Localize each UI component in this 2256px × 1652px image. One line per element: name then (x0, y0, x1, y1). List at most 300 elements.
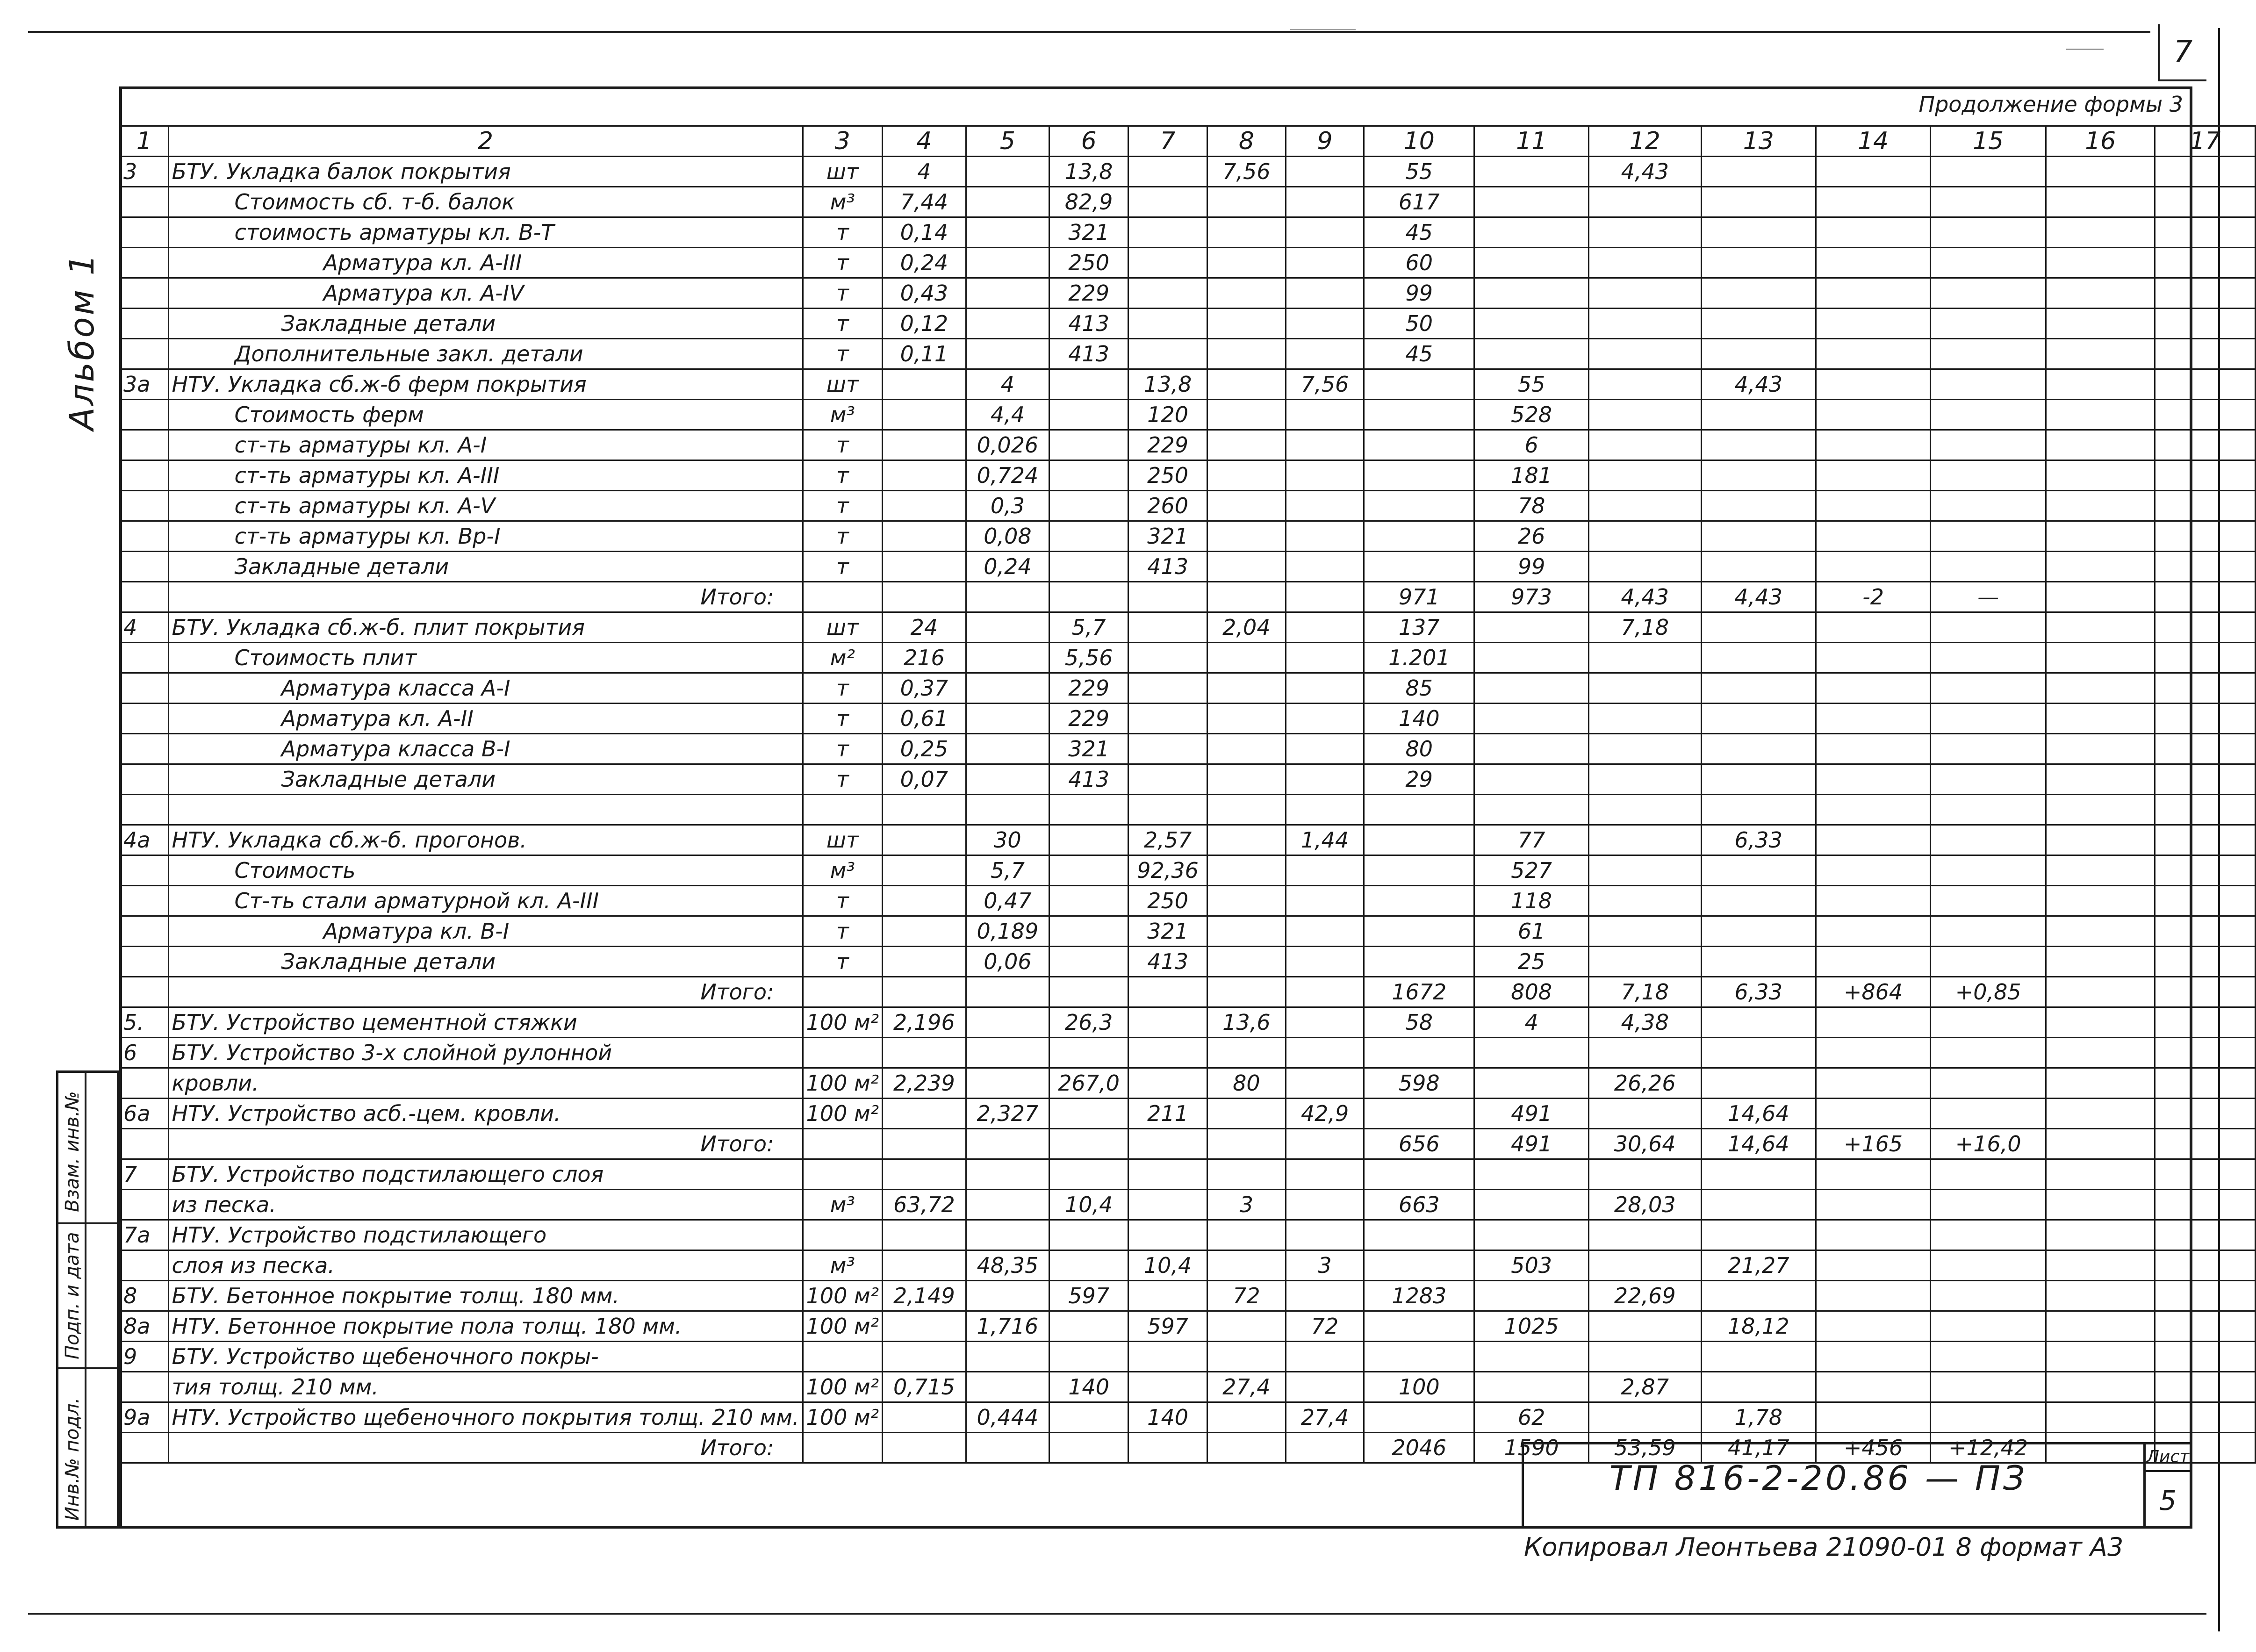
value-cell (1049, 977, 1128, 1007)
value-cell (2046, 1159, 2155, 1190)
work-description: Стоимость плит (168, 643, 803, 673)
value-cell: м³ (803, 1190, 883, 1220)
sheet-top-border (28, 31, 2150, 33)
value-cell (1286, 157, 1364, 187)
value-cell: 41,17 (1701, 1433, 1816, 1463)
value-cell (803, 1433, 883, 1463)
value-cell: 0,11 (883, 339, 966, 369)
value-cell (2155, 521, 2256, 552)
value-cell (1207, 521, 1286, 552)
value-cell: 5,7 (966, 855, 1049, 886)
value-cell (883, 1038, 966, 1068)
value-cell: 26,3 (1049, 1007, 1128, 1038)
value-cell (2046, 582, 2155, 612)
value-cell (1049, 1220, 1128, 1250)
table-row (120, 309, 2256, 339)
value-cell (2155, 673, 2256, 704)
value-cell (966, 704, 1049, 734)
table-row (120, 1099, 2256, 1129)
work-description: Арматура класса А-I (168, 673, 803, 704)
value-cell: +16,0 (1931, 1129, 2046, 1159)
value-cell: 58 (1364, 1007, 1474, 1038)
value-cell: 26,26 (1588, 1068, 1701, 1099)
value-cell: 100 м² (803, 1099, 883, 1129)
value-cell: 973 (1474, 582, 1589, 612)
value-cell: 5,7 (1049, 612, 1128, 643)
value-cell (1207, 977, 1286, 1007)
value-cell: 45 (1364, 217, 1474, 248)
table-row (120, 1007, 2256, 1038)
value-cell (1474, 1190, 1589, 1220)
value-cell (803, 1129, 883, 1159)
value-cell: 7,56 (1207, 157, 1286, 187)
value-cell (1049, 491, 1128, 521)
value-cell (1816, 1250, 1930, 1281)
value-cell: 0,189 (966, 916, 1049, 947)
value-cell (1128, 1342, 1207, 1372)
value-cell (1816, 886, 1930, 916)
value-cell (1588, 309, 1701, 339)
value-cell: т (803, 217, 883, 248)
value-cell (966, 734, 1049, 764)
value-cell: 229 (1049, 673, 1128, 704)
value-cell (1816, 552, 1930, 582)
value-cell: 0,24 (883, 248, 966, 278)
value-cell (1364, 1250, 1474, 1281)
value-cell: 50 (1364, 309, 1474, 339)
value-cell (1286, 521, 1364, 552)
value-cell (1816, 855, 1930, 886)
work-description: Итого: (168, 977, 803, 1007)
row-number: 8 (120, 1281, 169, 1311)
value-cell (1474, 339, 1589, 369)
value-cell (1816, 1402, 1930, 1433)
value-cell (1286, 916, 1364, 947)
value-cell (1931, 825, 2046, 855)
table-row (120, 734, 2256, 764)
value-cell (966, 764, 1049, 795)
value-cell (1701, 947, 1816, 977)
value-cell (1701, 157, 1816, 187)
value-cell (1701, 1281, 1816, 1311)
work-description: Стоимость сб. т-б. балок (168, 187, 803, 217)
value-cell (1701, 430, 1816, 460)
value-cell (1049, 460, 1128, 491)
value-cell (1588, 1159, 1701, 1190)
value-cell: 663 (1364, 1190, 1474, 1220)
value-cell: 0,08 (966, 521, 1049, 552)
value-cell (1474, 704, 1589, 734)
value-cell (2155, 886, 2256, 916)
value-cell (1207, 491, 1286, 521)
value-cell (2046, 552, 2155, 582)
work-description: ст-ть арматуры кл. А-I (168, 430, 803, 460)
estimate-table (119, 125, 2256, 1464)
value-cell: 3 (1286, 1250, 1364, 1281)
value-cell (966, 612, 1049, 643)
value-cell (1128, 764, 1207, 795)
value-cell (2046, 309, 2155, 339)
value-cell (1701, 400, 1816, 430)
table-row (120, 673, 2256, 704)
value-cell: 2,239 (883, 1068, 966, 1099)
value-cell: 2,149 (883, 1281, 966, 1311)
value-cell (1286, 1038, 1364, 1068)
value-cell: 1,78 (1701, 1402, 1816, 1433)
value-cell (1931, 552, 2046, 582)
value-cell (1128, 309, 1207, 339)
value-cell: 2,57 (1128, 825, 1207, 855)
table-row (120, 217, 2256, 248)
value-cell (2155, 855, 2256, 886)
value-cell (1474, 673, 1589, 704)
value-cell: 48,35 (966, 1250, 1049, 1281)
value-cell (1931, 521, 2046, 552)
value-cell (1286, 643, 1364, 673)
value-cell (2046, 278, 2155, 309)
value-cell (1931, 1311, 2046, 1342)
value-cell: 0,07 (883, 764, 966, 795)
value-cell: 1,716 (966, 1311, 1049, 1342)
value-cell (1286, 886, 1364, 916)
row-number (120, 187, 169, 217)
value-cell: 6,33 (1701, 825, 1816, 855)
value-cell (2155, 612, 2256, 643)
value-cell (883, 1220, 966, 1250)
row-number (120, 643, 169, 673)
work-description: НТУ. Устройство подстилающего (168, 1220, 803, 1250)
work-description: НТУ. Укладка сб.ж-б. прогонов. (168, 825, 803, 855)
value-cell: 100 м² (803, 1281, 883, 1311)
value-cell (1588, 1342, 1701, 1372)
value-cell (966, 1281, 1049, 1311)
value-cell: 80 (1364, 734, 1474, 764)
work-description: слоя из песка. (168, 1250, 803, 1281)
value-cell (1816, 704, 1930, 734)
value-cell: 250 (1128, 460, 1207, 491)
value-cell (966, 1129, 1049, 1159)
value-cell (1931, 673, 2046, 704)
header-cell: 8 (1207, 126, 1286, 157)
value-cell (1049, 1129, 1128, 1159)
value-cell: 211 (1128, 1099, 1207, 1129)
value-cell (883, 947, 966, 977)
value-cell (1207, 460, 1286, 491)
value-cell (1701, 1038, 1816, 1068)
row-number: 4а (120, 825, 169, 855)
value-cell: 118 (1474, 886, 1589, 916)
value-cell (2155, 217, 2256, 248)
work-description: БТУ. Устройство 3-х слойной рулонной (168, 1038, 803, 1068)
value-cell: 413 (1049, 764, 1128, 795)
value-cell (1286, 217, 1364, 248)
value-cell (1286, 460, 1364, 491)
value-cell (1701, 673, 1816, 704)
value-cell (1207, 704, 1286, 734)
value-cell (1207, 825, 1286, 855)
value-cell (1701, 643, 1816, 673)
value-cell (2155, 582, 2256, 612)
value-cell: 4,4 (966, 400, 1049, 430)
value-cell (1474, 187, 1589, 217)
value-cell: 62 (1474, 1402, 1589, 1433)
value-cell (1816, 673, 1930, 704)
row-number (120, 278, 169, 309)
value-cell (1049, 1433, 1128, 1463)
value-cell (1931, 309, 2046, 339)
value-cell (2155, 1038, 2256, 1068)
value-cell (1816, 309, 1930, 339)
value-cell (1588, 1311, 1701, 1342)
value-cell: м³ (803, 187, 883, 217)
value-cell (2046, 248, 2155, 278)
value-cell (1588, 491, 1701, 521)
value-cell (1701, 886, 1816, 916)
value-cell (1474, 278, 1589, 309)
header-cell: 7 (1128, 126, 1207, 157)
value-cell (1128, 704, 1207, 734)
value-cell: шт (803, 157, 883, 187)
value-cell (2155, 339, 2256, 369)
value-cell (2155, 309, 2256, 339)
value-cell (1931, 1190, 2046, 1220)
value-cell (1701, 248, 1816, 278)
table-row (120, 157, 2256, 187)
row-number: 9а (120, 1402, 169, 1433)
value-cell (2155, 1402, 2256, 1433)
value-cell (1816, 1190, 1930, 1220)
value-cell: т (803, 947, 883, 977)
value-cell (2155, 1159, 2256, 1190)
value-cell: шт (803, 369, 883, 400)
value-cell: 72 (1286, 1311, 1364, 1342)
sheet-number: 5 (2159, 1485, 2177, 1516)
value-cell (803, 1220, 883, 1250)
value-cell (1286, 187, 1364, 217)
value-cell (2155, 1068, 2256, 1099)
value-cell: 0,06 (966, 947, 1049, 977)
value-cell (1701, 1068, 1816, 1099)
value-cell (2046, 521, 2155, 552)
value-cell (2046, 795, 2155, 825)
table-row (120, 552, 2256, 582)
table-row (120, 1068, 2256, 1099)
scan-mark (1290, 29, 1356, 30)
value-cell: 181 (1474, 460, 1589, 491)
work-description: Закладные детали (168, 309, 803, 339)
row-number (120, 400, 169, 430)
value-cell: 1025 (1474, 1311, 1589, 1342)
table-row (120, 1311, 2256, 1342)
value-cell (883, 886, 966, 916)
value-cell (966, 339, 1049, 369)
value-cell (1474, 217, 1589, 248)
table-row (120, 825, 2256, 855)
table-row (120, 1342, 2256, 1372)
value-cell: 4,43 (1588, 157, 1701, 187)
value-cell (1588, 704, 1701, 734)
value-cell (966, 1068, 1049, 1099)
row-number: 6 (120, 1038, 169, 1068)
value-cell: 0,444 (966, 1402, 1049, 1433)
value-cell (2046, 1281, 2155, 1311)
table-row (120, 278, 2256, 309)
value-cell: 4,43 (1701, 582, 1816, 612)
value-cell (2046, 157, 2155, 187)
value-cell (1049, 1311, 1128, 1342)
value-cell (966, 582, 1049, 612)
value-cell: 0,026 (966, 430, 1049, 460)
value-cell: 63,72 (883, 1190, 966, 1220)
table-row (120, 1402, 2256, 1433)
value-cell (2155, 734, 2256, 764)
row-number: 9 (120, 1342, 169, 1372)
value-cell (1931, 734, 2046, 764)
value-cell: 22,69 (1588, 1281, 1701, 1311)
value-cell (2046, 187, 2155, 217)
value-cell (1128, 248, 1207, 278)
value-cell: 321 (1128, 916, 1207, 947)
value-cell (966, 795, 1049, 825)
value-cell (1816, 157, 1930, 187)
value-cell: 82,9 (1049, 187, 1128, 217)
value-cell (1931, 1281, 2046, 1311)
value-cell: т (803, 673, 883, 704)
value-cell (1286, 1281, 1364, 1311)
value-cell (2046, 430, 2155, 460)
value-cell (1286, 1342, 1364, 1372)
value-cell (1207, 643, 1286, 673)
value-cell (2155, 1342, 2256, 1372)
stamp-vzam-inv: Взам. инв.№ (62, 1091, 83, 1212)
value-cell: 100 м² (803, 1372, 883, 1402)
copy-footer: Копировал Леонтьева 21090-01 8 формат А3 (1524, 1532, 2124, 1562)
value-cell (2046, 1372, 2155, 1402)
value-cell (1931, 248, 2046, 278)
value-cell (1588, 764, 1701, 795)
value-cell (1128, 673, 1207, 704)
value-cell (1474, 157, 1589, 187)
table-row (120, 521, 2256, 552)
value-cell (1049, 916, 1128, 947)
value-cell: т (803, 886, 883, 916)
value-cell (2046, 643, 2155, 673)
value-cell: 6,33 (1701, 977, 1816, 1007)
value-cell (966, 1190, 1049, 1220)
value-cell: 216 (883, 643, 966, 673)
value-cell (1128, 187, 1207, 217)
value-cell (1207, 187, 1286, 217)
value-cell (1286, 309, 1364, 339)
value-cell (1474, 1159, 1589, 1190)
value-cell (883, 795, 966, 825)
value-cell (1816, 278, 1930, 309)
table-row (120, 1129, 2256, 1159)
value-cell (1049, 825, 1128, 855)
value-cell (1207, 1402, 1286, 1433)
value-cell (1816, 248, 1930, 278)
value-cell: 503 (1474, 1250, 1589, 1281)
value-cell (2046, 1038, 2155, 1068)
value-cell: 2,04 (1207, 612, 1286, 643)
value-cell (1931, 855, 2046, 886)
value-cell (2046, 491, 2155, 521)
value-cell (966, 187, 1049, 217)
work-description: НТУ. Устройство щебеночного покрытия толщ. 210 мм. (168, 1402, 803, 1433)
value-cell (1816, 1068, 1930, 1099)
table-row (120, 491, 2256, 521)
value-cell (2046, 1250, 2155, 1281)
work-description: тия толщ. 210 мм. (168, 1372, 803, 1402)
value-cell (883, 430, 966, 460)
value-cell (1816, 460, 1930, 491)
header-cell: 10 (1364, 126, 1474, 157)
value-cell (2155, 552, 2256, 582)
table-row (120, 855, 2256, 886)
value-cell: шт (803, 612, 883, 643)
value-cell (1816, 825, 1930, 855)
value-cell (2046, 1402, 2155, 1433)
value-cell: 2,327 (966, 1099, 1049, 1129)
value-cell (1364, 886, 1474, 916)
value-cell: 13,8 (1049, 157, 1128, 187)
value-cell (1931, 400, 2046, 430)
value-cell (1588, 1250, 1701, 1281)
value-cell (1474, 1068, 1589, 1099)
row-number: 4 (120, 612, 169, 643)
table-row (120, 187, 2256, 217)
table-row (120, 369, 2256, 400)
value-cell (1474, 795, 1589, 825)
value-cell (1128, 1007, 1207, 1038)
value-cell (2155, 643, 2256, 673)
value-cell (1588, 886, 1701, 916)
value-cell: 6 (1474, 430, 1589, 460)
value-cell: 140 (1364, 704, 1474, 734)
work-description: Закладные детали (168, 947, 803, 977)
value-cell (2155, 460, 2256, 491)
value-cell: 10,4 (1049, 1190, 1128, 1220)
value-cell (1207, 309, 1286, 339)
value-cell (1931, 217, 2046, 248)
value-cell (1588, 673, 1701, 704)
value-cell (2155, 1281, 2256, 1311)
value-cell (1364, 491, 1474, 521)
work-description: Стоимость ферм (168, 400, 803, 430)
value-cell (1588, 916, 1701, 947)
value-cell (1128, 582, 1207, 612)
value-cell (1286, 1433, 1364, 1463)
value-cell: 413 (1049, 339, 1128, 369)
value-cell (1364, 1159, 1474, 1190)
row-number: 3а (120, 369, 169, 400)
value-cell (883, 825, 966, 855)
value-cell: 29 (1364, 764, 1474, 795)
value-cell (1816, 947, 1930, 977)
value-cell: 0,724 (966, 460, 1049, 491)
value-cell (1701, 278, 1816, 309)
row-number: 5. (120, 1007, 169, 1038)
table-row (120, 1281, 2256, 1311)
value-cell (2046, 1007, 2155, 1038)
value-cell (1816, 217, 1930, 248)
value-cell (1364, 947, 1474, 977)
value-cell (2155, 187, 2256, 217)
value-cell (883, 1342, 966, 1372)
value-cell (2046, 916, 2155, 947)
value-cell (1588, 1402, 1701, 1433)
value-cell: 413 (1128, 552, 1207, 582)
